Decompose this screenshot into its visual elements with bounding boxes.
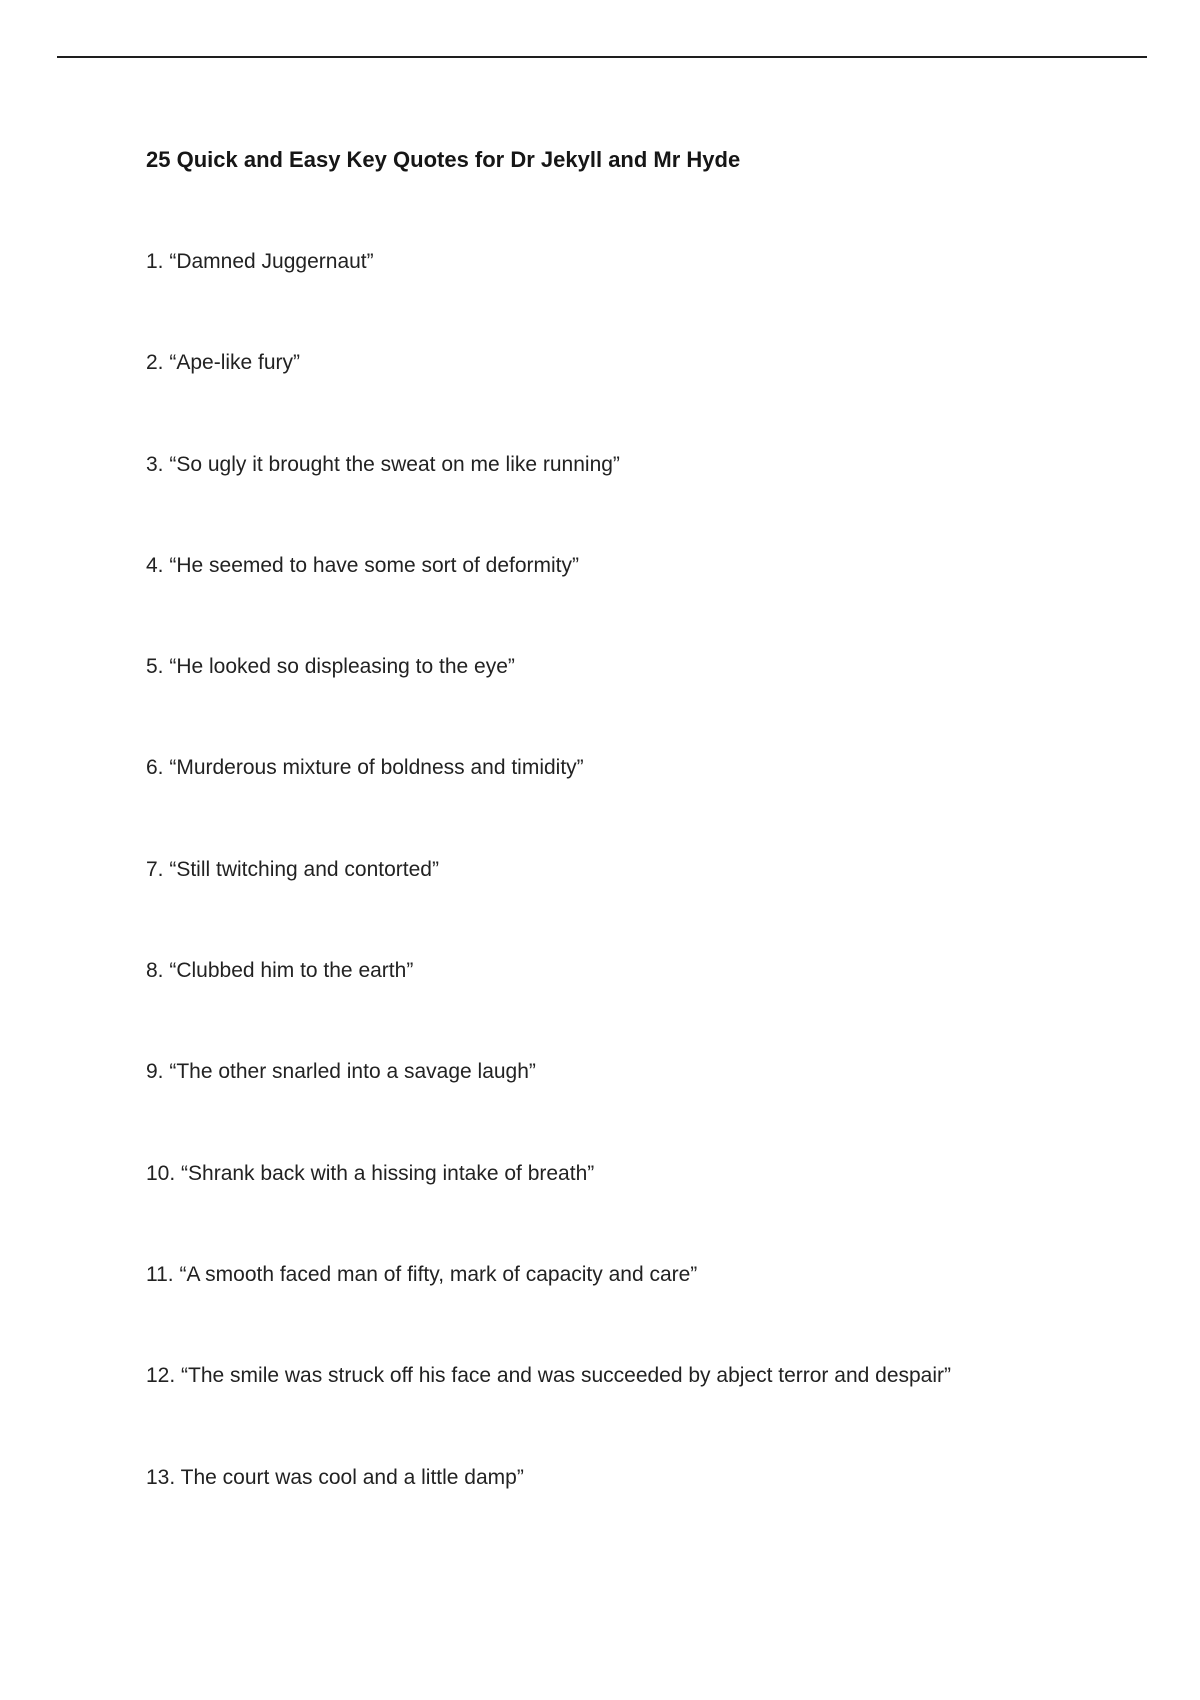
quote-item: 8. “Clubbed him to the earth” (146, 959, 414, 983)
document-title: 25 Quick and Easy Key Quotes for Dr Jekyll and Mr Hyde (146, 147, 741, 172)
header-rule (57, 56, 1147, 58)
quote-item: 2. “Ape-like fury” (146, 351, 301, 375)
quote-list (146, 248, 951, 1565)
quote-item: 3. “So ugly it brought the sweat on me like running” (146, 452, 620, 476)
quote-item: 12. “The smile was struck off his face and was succeeded by abject terror and despair” (146, 1364, 952, 1388)
quote-item: 13. The court was cool and a little damp” (146, 1465, 524, 1489)
quote-item: 6. “Murderous mixture of boldness and timidity” (146, 756, 584, 780)
quote-item: 5. “He looked so displeasing to the eye” (146, 655, 515, 679)
quote-item: 10. “Shrank back with a hissing intake of breath” (146, 1161, 595, 1185)
quote-item: 11. “A smooth faced man of fifty, mark of capacity and care” (146, 1262, 698, 1286)
quote-item: 1. “Damned Juggernaut” (146, 250, 374, 273)
quote-item: 9. “The other snarled into a savage laugh” (146, 1060, 536, 1084)
quote-item: 4. “He seemed to have some sort of deformity” (146, 553, 580, 577)
quote-item: 7. “Still twitching and contorted” (146, 857, 439, 881)
